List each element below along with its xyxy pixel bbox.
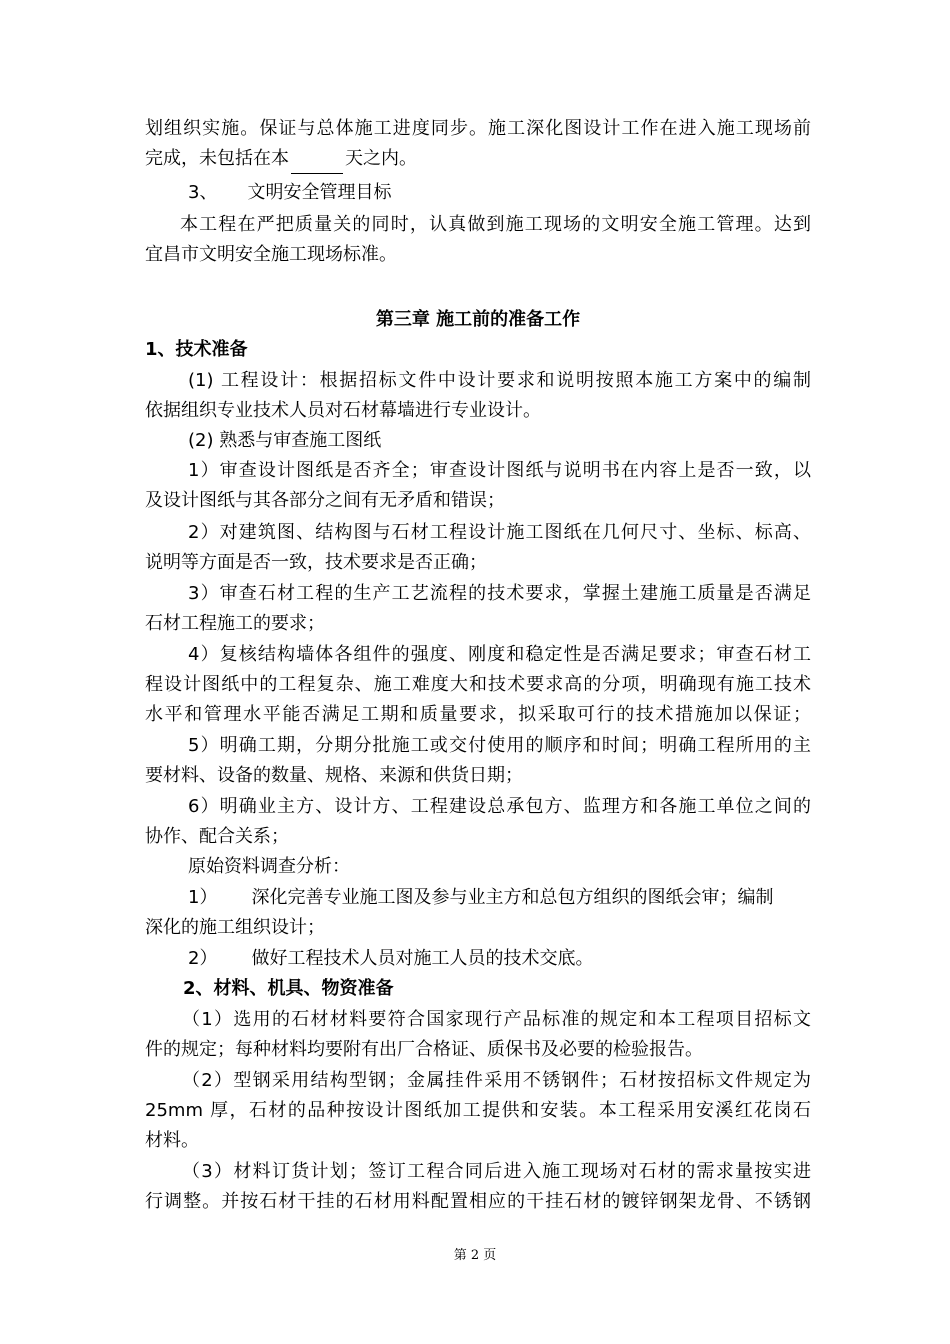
text-fragment: 做好工程技术人员对施工人员的技术交底。	[251, 948, 594, 969]
text-line	[188, 944, 811, 974]
text-line: （1）选用的石材材料要符合国家现行产品标准的规定和本工程项目招标文	[182, 1009, 811, 1030]
text-line: 宜昌市文明安全施工现场标准。	[145, 244, 397, 265]
text-line: 4）复核结构墙体各组件的强度、刚度和稳定性是否满足要求；审查石材工	[188, 644, 811, 665]
text-fragment: 深化完善专业施工图及参与业主方和总包方组织的图纸会审；编制	[251, 887, 774, 908]
text-line: （2）型钢采用结构型钢；金属挂件采用不锈钢件；石材按招标文件规定为	[182, 1070, 811, 1091]
item-number: 1）	[188, 887, 218, 908]
text-line: 3）审查石材工程的生产工艺流程的技术要求，掌握土建施工质量是否满足	[188, 583, 811, 604]
text-line: 原始资料调查分析：	[188, 856, 350, 877]
text-line	[145, 144, 811, 174]
text-line: 石材工程施工的要求；	[145, 613, 325, 634]
text-line: 材料。	[145, 1130, 199, 1151]
section-number: 3、	[188, 182, 218, 203]
text-line: 2）对建筑图、结构图与石材工程设计施工图纸在几何尺寸、坐标、标高、	[188, 522, 811, 543]
section-heading	[188, 178, 854, 208]
text-line: (1) 工程设计：根据招标文件中设计要求和说明按照本施工方案中的编制	[188, 370, 811, 391]
text-line: 及设计图纸与其各部分之间有无矛盾和错误；	[145, 490, 505, 511]
text-line: 6）明确业主方、设计方、工程建设总承包方、监理方和各施工单位之间的	[188, 796, 811, 817]
page-number: 第 2 页	[453, 1248, 497, 1263]
text-line: 深化的施工组织设计；	[145, 917, 325, 938]
text-line: 要材料、设备的数量、规格、来源和供货日期；	[145, 765, 523, 786]
text-fragment: 天之内。	[345, 148, 417, 169]
text-line: 件的规定；每种材料均要附有出厂合格证、质保书及必要的检验报告。	[145, 1039, 703, 1060]
text-line: 协作、配合关系；	[145, 826, 289, 847]
chapter-heading: 第三章 施工前的准备工作	[375, 309, 581, 330]
text-line: 程设计图纸中的工程复杂、施工难度大和技术要求高的分项，明确现有施工技术	[145, 674, 811, 695]
blank-underline	[291, 153, 343, 174]
section-title: 文明安全管理目标	[247, 182, 392, 203]
text-line	[188, 883, 811, 913]
text-line: 本工程在严把质量关的同时，认真做到施工现场的文明安全施工管理。达到	[180, 214, 811, 235]
text-line: （3）材料订货计划；签订工程合同后进入施工现场对石材的需求量按实进	[182, 1161, 811, 1182]
text-line: 划组织实施。保证与总体施工进度同步。施工深化图设计工作在进入施工现场前	[145, 118, 811, 139]
section-heading: 2、材料、机具、物资准备	[183, 978, 394, 999]
text-line: 1）审查设计图纸是否齐全；审查设计图纸与说明书在内容上是否一致，以	[188, 460, 811, 481]
text-line: 25mm 厚，石材的品种按设计图纸加工提供和安装。本工程采用安溪红花岗石	[145, 1100, 811, 1121]
text-fragment: 完成，未包括在本	[145, 148, 289, 169]
text-line: (2) 熟悉与审查施工图纸	[188, 430, 382, 451]
text-line: 水平和管理水平能否满足工期和质量要求，拟采取可行的技术措施加以保证；	[145, 704, 811, 725]
text-line: 依据组织专业技术人员对石材幕墙进行专业设计。	[145, 400, 541, 421]
text-line: 行调整。并按石材干挂的石材用料配置相应的干挂石材的镀锌钢架龙骨、不锈钢	[145, 1191, 811, 1212]
section-heading: 1、技术准备	[145, 339, 248, 360]
text-line: 5）明确工期，分期分批施工或交付使用的顺序和时间；明确工程所用的主	[188, 735, 811, 756]
text-line: 说明等方面是否一致，技术要求是否正确；	[145, 552, 487, 573]
item-number: 2）	[188, 948, 218, 969]
